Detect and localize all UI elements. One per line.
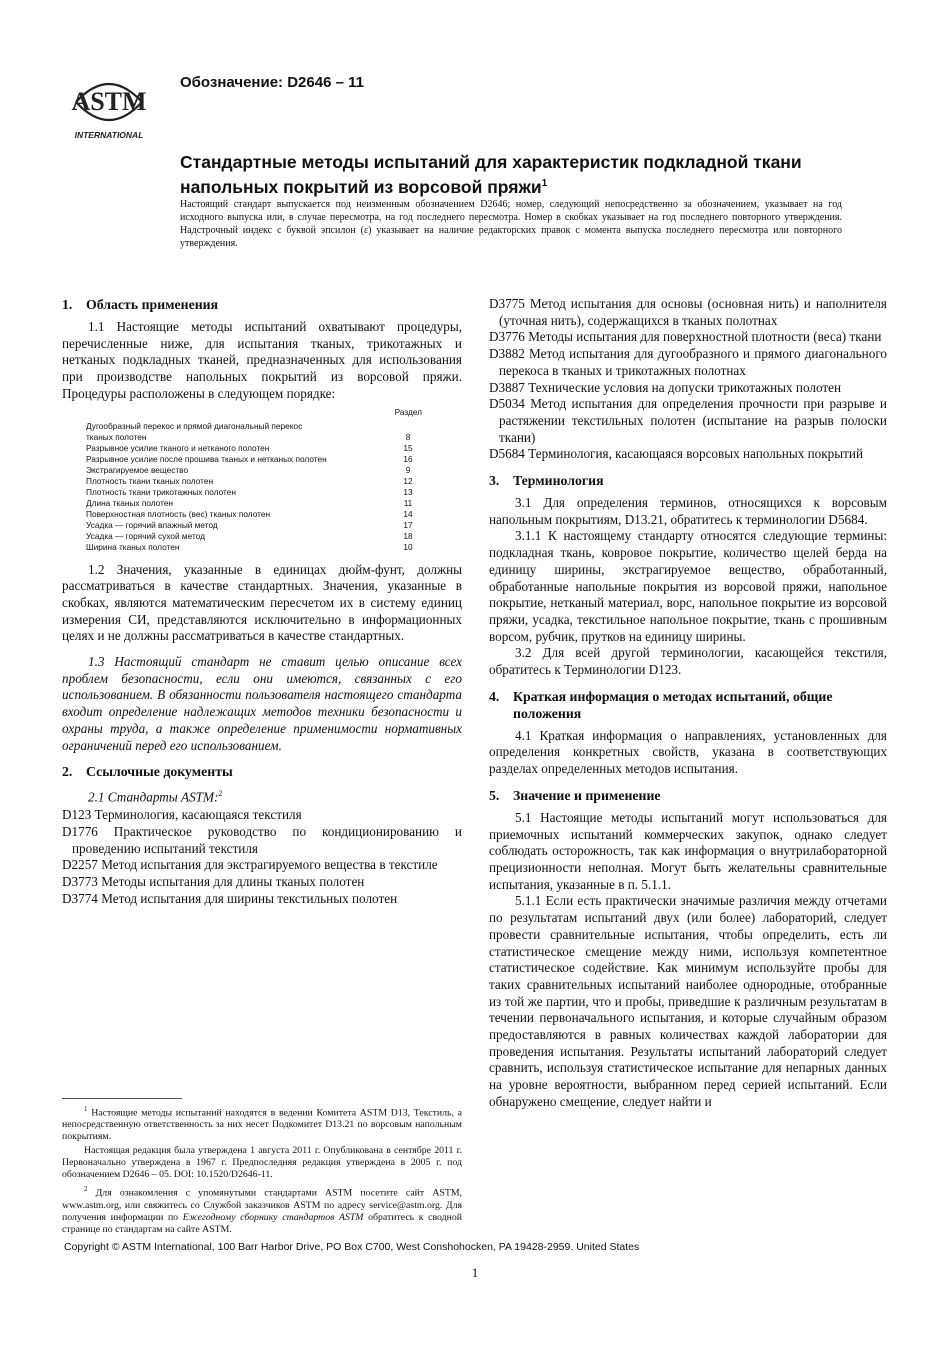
procedure-title: тканых полотен bbox=[86, 431, 147, 442]
procedure-section-number: 14 bbox=[403, 508, 413, 519]
reference-item: D123 Терминология, касающаяся текстиля bbox=[62, 807, 302, 823]
astm-logo bbox=[66, 72, 152, 144]
procedure-section-number: 13 bbox=[403, 486, 413, 497]
reference-item: D1776 Практическое руководство по кондиционированию и проведению испытаний текстиля bbox=[62, 824, 462, 856]
para-3-1: 3.1 Для определения терминов, относящихся к ворсовым напольным покрытиям, D13.21, обратитесь к терминологии D5684. bbox=[489, 495, 887, 527]
para-2-1: 2.1 Стандарты ASTM:$^2$ bbox=[88, 789, 223, 805]
reference-item: D3776 Методы испытания для поверхностной плотности (веса) ткани bbox=[489, 329, 882, 345]
right-column bbox=[489, 296, 887, 1111]
footnotes bbox=[62, 1098, 462, 1238]
left-column bbox=[62, 296, 462, 908]
procedure-row bbox=[62, 509, 462, 520]
procedure-row bbox=[62, 476, 462, 487]
procedure-title: Поверхностная плотность (вес) тканых полотен bbox=[86, 508, 271, 519]
procedure-row bbox=[62, 421, 462, 432]
reference-item: D3882 Метод испытания для дугообразного и прямого диагонального перекоса в тканых и трикотажных полотнах bbox=[489, 346, 887, 378]
footnote-rule bbox=[62, 1098, 182, 1099]
section-5-heading: 5. Значение и применение bbox=[489, 787, 661, 803]
procedure-title: Усадка — горячий сухой метод bbox=[86, 530, 205, 541]
section-3-heading: 3. Терминология bbox=[489, 473, 604, 489]
procedure-row bbox=[62, 498, 462, 509]
logo-subtext: INTERNATIONAL bbox=[74, 130, 144, 140]
procedure-row bbox=[62, 531, 462, 542]
procedure-row bbox=[62, 465, 462, 476]
document-title bbox=[180, 152, 860, 198]
procedure-section-number: 8 bbox=[405, 431, 411, 442]
procedure-section-number: 17 bbox=[403, 519, 413, 530]
title-text: Стандартные методы испытаний для характеристик подкладной ткани напольных покрытий из ворсовой пряжи bbox=[180, 152, 802, 197]
title-footnote-mark: 1 bbox=[541, 178, 548, 189]
copyright: Copyright © ASTM International, 100 Barr Harbor Drive, PO Box C700, West Conshohocken, PA 19428-2959. United States bbox=[64, 1241, 640, 1253]
footnote-1: $^1$ Настоящие методы испытаний находятся в ведении Комитета ASTM D13, Текстиль, а непосредственную ответственность за них несет Подкомитет D13.21 по ворсовым напольным покрытиям. bbox=[62, 1105, 462, 1143]
procedure-section-number: 9 bbox=[405, 464, 411, 475]
procedure-row bbox=[62, 542, 462, 553]
para-1-1: 1.1 Настоящие методы испытаний охватывают процедуры, перечисленные ниже, для испытания тканых, трикотажных и нетканых подкладных тканей, предназначенных для использования при производстве напольных покрытий из ворсовой пряжи. Процедуры расположены в следующем порядке: bbox=[62, 319, 462, 401]
para-3-1-1: 3.1.1 К настоящему стандарту относятся следующие термины: подкладная ткань, ковровое покрытие, количество щелей берда на единицу ширины, экстрагируемое вещество, обработанный, обработанные напольные покрытия из ворсовой пряжи, напольное покрытие, нетканый материал, ворс, напольное покрытие из ворсовой пряжи, усадка, текстильное напольное покрытие, ткань с прошивным ворсом, рубчик, прутков на единицу ширины. bbox=[489, 528, 887, 644]
reference-item: D3773 Методы испытания для длины тканых полотен bbox=[62, 874, 365, 890]
procedure-title: Дугообразный перекос и прямой диагональный перекос bbox=[86, 420, 303, 431]
para-3-2: 3.2 Для всей другой терминологии, касающейся текстиля, обратитесь к Терминологии D123. bbox=[489, 645, 887, 678]
standard-notice: Настоящий стандарт выпускается под неизменным обозначением D2646; номер, следующий непосредственно за обозначением, указывает на год исходного выпуска или, в случае пересмотра, на год последнего пересмотра. Номер в скобках указывает на год последнего повторного утверждения. Надстрочный индекс с буквой эпсилон (ε) указывает на наличие редакторских правок с момента выпуска последнего пересмотра или повторного утверждения. bbox=[180, 199, 842, 249]
procedure-title: Плотность ткани трикотажных полотен bbox=[86, 486, 236, 497]
footnote-1b: Настоящая редакция была утверждена 1 августа 2011 г. Опубликована в сентябре 2011 г. Первоначально утверждена в 1967 г. Предпоследняя редакция утверждена в 2005 г. под обозначением D2646 – 05. DOI: 10.1520/D2646-11. bbox=[62, 1145, 462, 1181]
procedure-row bbox=[62, 443, 462, 454]
designation: Обозначение: D2646 – 11 bbox=[180, 74, 364, 91]
reference-item: D3887 Технические условия на допуски трикотажных полотен bbox=[489, 379, 842, 395]
para-1-3: 1.3 Настоящий стандарт не ставит целью описание всех проблем безопасности, если они имеются, связанных с его использованием. В обязанности пользователя настоящего стандарта входит определение надлежащих методов техники безопасности и охраны труда, а также определение применимости нормативных ограничений перед его использованием. bbox=[62, 654, 462, 753]
reference-item: D5034 Метод испытания для определения прочности при разрыве и растяжении текстильных полотен (испытание на разрыв полоски ткани) bbox=[489, 396, 887, 445]
procedure-title: Разрывное усилие тканого и нетканого полотен bbox=[86, 442, 270, 453]
procedure-row bbox=[62, 454, 462, 465]
reference-list-right bbox=[489, 296, 887, 463]
procedure-title: Усадка — горячий влажный метод bbox=[86, 519, 218, 530]
procedure-table bbox=[62, 407, 462, 553]
procedure-section-number bbox=[378, 421, 438, 432]
procedure-row bbox=[62, 432, 462, 443]
procedure-title: Экстрагируемое вещество bbox=[86, 464, 189, 475]
section-1-heading: 1. Область применения bbox=[62, 297, 219, 312]
para-1-2: 1.2 Значения, указанные в единицах дюйм-фунт, должны рассматриваться в качестве стандартных. Значения, указанные в скобках, являются математическим пересчетом их в систему единиц измерения СИ, представляются исключительно в информационных целях и не должны рассматриваться в качестве стандартных. bbox=[62, 561, 462, 644]
procedure-table-header: Раздел bbox=[394, 406, 422, 417]
procedure-section-number: 18 bbox=[403, 530, 413, 541]
section-2-heading: 2. Ссылочные документы bbox=[62, 764, 233, 780]
procedure-row bbox=[62, 487, 462, 498]
footnote-2: $^2$ Для ознакомления с упомянутыми стандартами ASTM посетите сайт ASTM, www.astm.org, или свяжитесь со Службой заказчиков ASTM по адресу service@astm.org. Для получения информации по Ежегодному сборнику стандартов ASTM обратитесь к сводной странице по стандартам на сайте ASTM. bbox=[62, 1185, 462, 1235]
reference-item: D3774 Метод испытания для ширины текстильных полотен bbox=[62, 890, 398, 906]
procedure-row bbox=[62, 520, 462, 531]
reference-item: D3775 Метод испытания для основы (основная нить) и наполнителя (уточная нить), содержащихся в тканых полотнах bbox=[489, 296, 887, 328]
para-4-1: 4.1 Краткая информация о направлениях, установленных для определения конкретных свойств, указана в соответствующих разделах определенных методов испытания. bbox=[489, 727, 887, 777]
page-number: 1 bbox=[471, 1265, 479, 1280]
procedure-section-number: 15 bbox=[403, 442, 413, 453]
procedure-section-number: 11 bbox=[403, 497, 413, 508]
procedure-title: Ширина тканых полотен bbox=[86, 541, 180, 552]
reference-item: D2257 Метод испытания для экстрагируемого вещества в текстиле bbox=[62, 857, 438, 873]
para-5-1: 5.1 Настоящие методы испытаний могут использоваться для приемочных испытаний коммерческих закупок, однако следует соблюдать осторожность, так как информация о внутрилабораторной прецизионности неполная. Могут быть желательны сравнительные испытания, указанные в п. 5.1.1. bbox=[489, 809, 887, 892]
procedure-title: Длина тканых полотен bbox=[86, 497, 174, 508]
logo-text: ASTM bbox=[71, 87, 147, 116]
procedure-section-number: 10 bbox=[403, 541, 413, 552]
procedure-title: Разрывное усилие после прошива тканых и нетканых полотен bbox=[86, 453, 327, 464]
procedure-section-number: 16 bbox=[403, 453, 413, 464]
para-5-1-1: 5.1.1 Если есть практически значимые различия между отчетами по результатам испытаний двух (или более) лабораторий, следует провести сравнительные испытания, чтобы определить, есть ли статистическое смещение между ними, используя компетентное статистическое содействие. Как минимум используйте пробы для таких сравнительных испытаний наиболее однородные, отобранные из той же партии, что и пробы, приведшие к различным результатам в течении первоначального испытания, и которые случайным образом предоставляются в равных количествах каждой лаборатории для проведения испытания. Результаты испытаний лабораторий следует сравнить, используя статистическое испытание для непарных данных на уровне вероятности, выбранном перед серией испытаний. Если обнаружено смещение, следует найти и bbox=[489, 893, 887, 1109]
procedure-title: Плотность ткани тканых полотен bbox=[86, 475, 214, 486]
reference-list-left bbox=[62, 807, 462, 907]
procedure-section-number: 12 bbox=[403, 475, 413, 486]
reference-item: D5684 Терминология, касающаяся ворсовых напольных покрытий bbox=[489, 446, 864, 462]
section-4-heading: 4. Краткая информация о методах испытаний, общие положения bbox=[489, 688, 833, 721]
